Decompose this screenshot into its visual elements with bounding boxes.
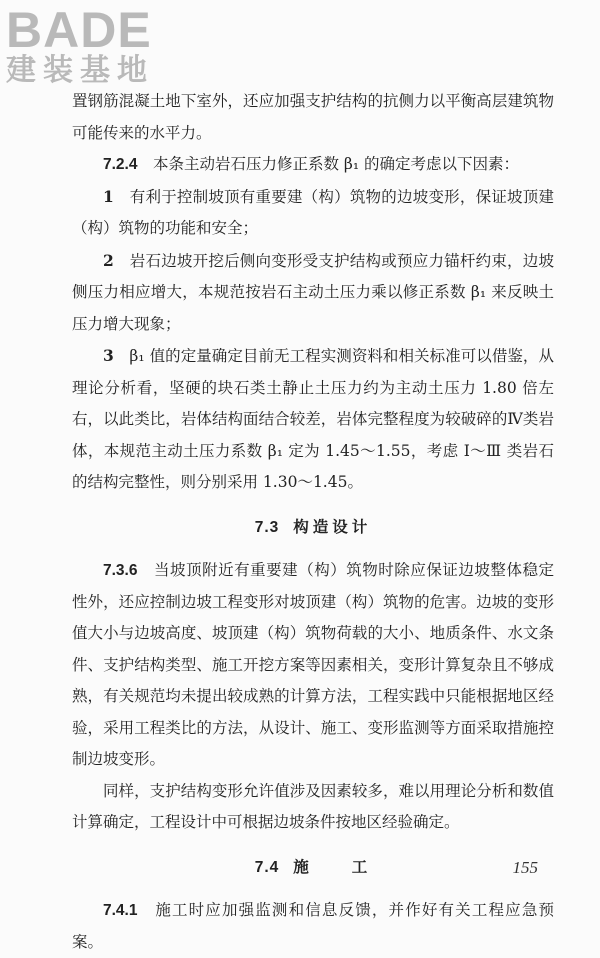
item-text: β₁ 值的定量确定目前无工程实测资料和相关标准可以借鉴，从理论分析看，坚硬的块石类土静止土压力约为主动土压力 1.80 倍左右，以此类比，岩体结构面结合较差，岩体完整程度为较破碎的Ⅳ类岩体，本规范主动土压力系数 β₁ 定为 1.45～1.55，考虑 Ⅰ～Ⅲ 类岩石的结构完整性，则分别采用 1.30～1.45。 — [72, 347, 554, 491]
clause-text: 施工时应加强监测和信息反馈，并作好有关工程应急预案。 — [72, 901, 554, 951]
item-number: 2 — [103, 250, 114, 270]
watermark-logo-text: BADE — [6, 2, 152, 58]
section-title: 施 工 — [293, 856, 372, 876]
clause-number: 7.2.4 — [103, 156, 138, 173]
page-number: 155 — [512, 858, 538, 877]
clause-number: 7.4.1 — [103, 902, 138, 919]
item-text: 岩石边坡开挖后侧向变形受支护结构或预应力锚杆约束，边坡侧压力相应增大，本规范按岩石主动土压力乘以修正系数 β₁ 来反映土压力增大现象； — [72, 251, 554, 333]
clause-7-3-6-continued: 同样，支护结构变形允许值涉及因素较多，难以用理论分析和数值计算确定，工程设计中可根据边坡条件按地区经验确定。 — [72, 781, 554, 831]
section-number: 7.4 — [254, 858, 280, 876]
paragraph-continuation: 置钢筋混凝土地下室外，还应加强支护结构的抗侧力以平衡高层建筑物可能传来的水平力。 — [72, 92, 554, 142]
section-number: 7.3 — [254, 518, 280, 536]
section-title: 构造设计 — [293, 516, 372, 536]
item-2 — [72, 245, 554, 341]
watermark-subtitle: 建装基地 — [6, 53, 154, 88]
item-text: 有利于控制坡顶有重要建（构）筑物的边坡变形，保证坡顶建（构）筑物的功能和安全； — [72, 187, 554, 237]
item-number: 1 — [103, 186, 114, 206]
section-heading-7-3 — [72, 511, 554, 544]
clause-7-2-4 — [72, 149, 554, 181]
clause-text: 当坡顶附近有重要建（构）筑物时除应保证边坡整体稳定性外，还应控制边坡工程变形对坡顶建（构）筑物的危害。边坡的变形值大小与边坡高度、坡顶建（构）筑物荷载的大小、地质条件、水文条件、支护结构类型、施工开挖方案等因素相关，变形计算复杂且不够成熟，有关规范均未提出较成熟的计算方法，工程实践中只能根据地区经验，采用工程类比的方法，从设计、施工、变形监测等方面采取措施控制边坡变形。 — [72, 561, 554, 768]
clause-7-4-1 — [72, 895, 554, 958]
clause-text: 本条主动岩石压力修正系数 β₁ 的确定考虑以下因素： — [153, 155, 520, 173]
section-heading-7-4 — [72, 851, 554, 884]
item-number: 3 — [103, 346, 114, 365]
clause-7-3-6 — [72, 555, 554, 776]
item-3 — [72, 340, 554, 499]
item-1 — [72, 181, 554, 245]
clause-number: 7.3.6 — [103, 562, 138, 579]
watermark-logo — [6, 2, 154, 88]
document-body — [72, 86, 554, 958]
